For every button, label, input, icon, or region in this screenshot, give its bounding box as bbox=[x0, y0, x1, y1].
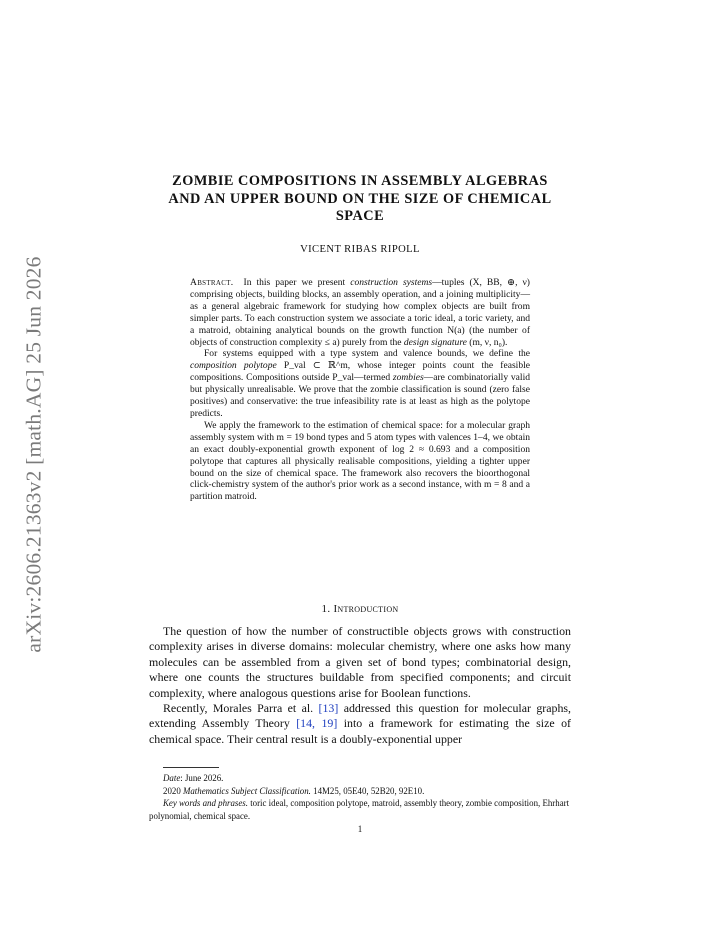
citation-link-13[interactable]: [13] bbox=[318, 701, 339, 716]
footnote-msc-label: Mathematics Subject Classification. bbox=[182, 785, 311, 796]
body-paragraph-1: The question of how the number of constructible objects grows with construction complexity arises in diverse domains: molecular chemistry, where one asks how many molecules can be assembled from a given set of bond types; combinatorial design, where one counts the structures buildable from specified components; and circuit complexity, where analogous questions arise for Boolean functions. bbox=[149, 624, 571, 700]
page-number: 1 bbox=[357, 824, 363, 834]
abstract-p1-c: (m, ν, n₀). bbox=[466, 336, 508, 348]
footnote-keywords-value: toric ideal, composition polytope, matroid, assembly theory, zombie composition, Ehrhart polynomial, chemical space. bbox=[149, 798, 570, 821]
abstract-p1-emphasis-2: design signature bbox=[403, 336, 467, 348]
abstract-paragraph-3: We apply the framework to the estimation of chemical space: for a molecular graph assembly system with m = 19 bond types and 5 atom types with valences 1–4, we obtain an exact doubly-exponential growth exponent of log 2 ≈ 0.693 and a composition polytope that captures all physically realisable compositions, yielding a tighter upper bound on the size of chemical space. The framework also recovers the bioorthogonal click-chemistry system of the author's prior work as a second instance, with m = 8 and a partition matroid. bbox=[190, 419, 530, 503]
abstract-heading: Abstract. bbox=[190, 277, 234, 288]
abstract bbox=[190, 277, 530, 503]
section-heading bbox=[140, 603, 580, 615]
footnote-rule bbox=[163, 767, 219, 768]
abstract-p2-emphasis-1: composition polytope bbox=[190, 360, 277, 372]
abstract-p1-a: In this paper we present bbox=[243, 277, 351, 288]
author-name: VICENT RIBAS RIPOLL bbox=[300, 244, 420, 255]
abstract-p1-emphasis-1: construction systems bbox=[350, 277, 433, 288]
paper-title bbox=[140, 173, 580, 226]
abstract-p2-c: —are combinatorially valid but physically unrealisable. We prove that the zombie classification is sound (zero false positives) and conservative: the true infeasibility rate is at least as high as the polytope predicts. bbox=[190, 372, 530, 419]
title-line-3: SPACE bbox=[335, 208, 385, 224]
section-number: 1. bbox=[321, 603, 331, 615]
abstract-p1-b: —tuples (X, BB, ⊕, ν) comprising objects, building blocks, an assembly operation, and a joining multiplicity—as a general algebraic framework for studying how complex objects are built from simpler parts. To each construction system we associate a toric ideal, a toric variety, and a matroid, obtaining analytical bounds on the growth function N(a) (the number of objects of construction complexity ≤ a) purely from the bbox=[190, 277, 530, 348]
arxiv-identifier-text: arXiv:2606.21363v2 [math.AG] 25 Jun 2026 bbox=[21, 255, 46, 653]
body-p2-b: addressed this question for molecular graphs, extending Assembly Theory bbox=[149, 701, 571, 731]
footnote-keywords bbox=[149, 797, 571, 822]
body-paragraph-2 bbox=[149, 701, 571, 747]
body-p2-a: Recently, Morales Parra et al. bbox=[163, 701, 319, 716]
footnote-keywords-label: Key words and phrases. bbox=[163, 798, 248, 809]
footnote-msc-year: 2020 bbox=[163, 785, 183, 796]
abstract-p2-emphasis-2: zombies bbox=[392, 372, 424, 384]
abstract-p2-b: P_val ⊂ ℝ^m, whose integer points count the feasible compositions. Compositions outside P_val—termed bbox=[190, 360, 530, 384]
footnote-date bbox=[149, 772, 571, 785]
footnotes bbox=[149, 772, 571, 822]
citation-link-14-19[interactable]: [14, 19] bbox=[296, 716, 338, 731]
body-text bbox=[149, 624, 571, 747]
footnote-date-label: Date bbox=[163, 773, 181, 783]
abstract-paragraph-2 bbox=[190, 348, 530, 419]
title-line-1: ZOMBIE COMPOSITIONS IN ASSEMBLY ALGEBRAS bbox=[172, 173, 548, 189]
abstract-paragraph-1 bbox=[190, 277, 530, 348]
footnote-msc bbox=[149, 785, 571, 798]
footnote-msc-value: 14M25, 05E40, 52B20, 92E10. bbox=[310, 785, 425, 796]
footnote-date-value: : June 2026. bbox=[180, 773, 224, 783]
arxiv-identifier-stamp bbox=[14, 244, 54, 664]
abstract-p2-a: For systems equipped with a type system and valence bounds, we define the bbox=[204, 348, 530, 360]
body-p2-c: into a framework for estimating the size of chemical space. Their central result is a doubly-exponential upper bbox=[149, 716, 571, 746]
title-line-2: AND AN UPPER BOUND ON THE SIZE OF CHEMICAL bbox=[168, 190, 552, 207]
section-title: Introduction bbox=[333, 603, 399, 615]
